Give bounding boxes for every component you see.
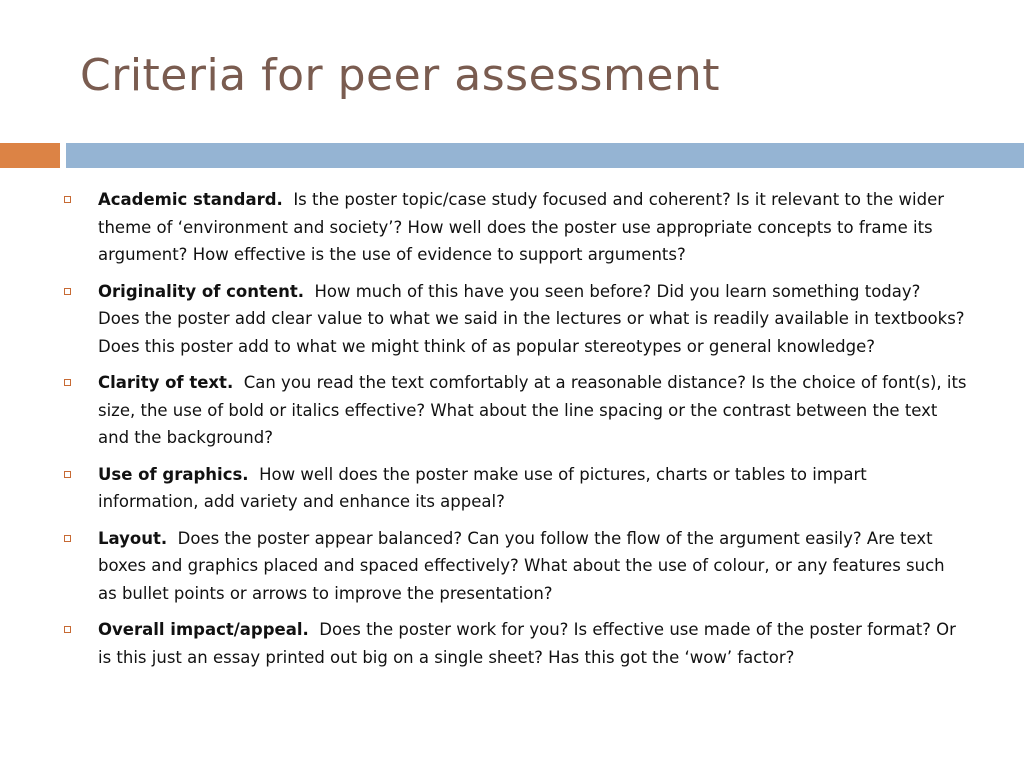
criteria-text: Can you read the text comfortably at a reasonable distance? Is the choice of font(s), its size, the use of bold or italics effective? What about the line spacing or the contrast between the text and the background? <box>98 373 967 447</box>
bullet-square-icon <box>64 535 71 542</box>
bullet-square-icon <box>64 471 71 478</box>
criteria-heading: Academic standard. <box>98 190 283 209</box>
accent-bar-blue <box>66 143 1024 168</box>
criteria-heading: Originality of content. <box>98 281 304 301</box>
criteria-item-originality <box>62 278 967 361</box>
criteria-list <box>62 186 967 680</box>
criteria-item-graphics <box>62 461 967 516</box>
criteria-heading: Clarity of text. <box>98 373 234 392</box>
criteria-item-layout <box>62 525 967 608</box>
bullet-square-icon <box>64 196 71 203</box>
accent-bar-orange <box>0 143 60 168</box>
slide-title: Criteria for peer assessment <box>80 50 721 101</box>
criteria-item-clarity <box>62 369 967 452</box>
criteria-item-overall-impact <box>62 616 967 671</box>
bullet-square-icon <box>64 626 71 633</box>
criteria-heading: Overall impact/appeal. <box>98 620 309 639</box>
criteria-heading: Use of graphics. <box>98 464 249 484</box>
criteria-text: How well does the poster make use of pictures, charts or tables to impart information, add variety and enhance its appeal? <box>98 464 867 511</box>
bullet-square-icon <box>64 288 71 295</box>
criteria-heading: Layout. <box>98 528 168 548</box>
criteria-item-academic-standard <box>62 186 967 269</box>
criteria-text: Does the poster work for you? Is effective use made of the poster format? Or is this just an essay printed out big on a single sheet? Has this got the ‘wow’ factor? <box>98 620 956 667</box>
criteria-text: Does the poster appear balanced? Can you follow the flow of the argument easily? Are text boxes and graphics placed and spaced effectively? What about the use of colour, or any features such as bullet points or arrows to improve the presentation? <box>98 528 945 603</box>
criteria-text: Is the poster topic/case study focused and coherent? Is it relevant to the wider theme of ‘environment and society’? How well does the poster use appropriate concepts to frame its argument? How effective is the use of evidence to support arguments? <box>98 190 945 264</box>
bullet-square-icon <box>64 379 71 386</box>
criteria-text: How much of this have you seen before? Did you learn something today? Does the poster add clear value to what we said in the lectures or what is readily available in textbooks? Does this poster add to what we might think of as popular stereotypes or general knowledge? <box>98 281 965 356</box>
